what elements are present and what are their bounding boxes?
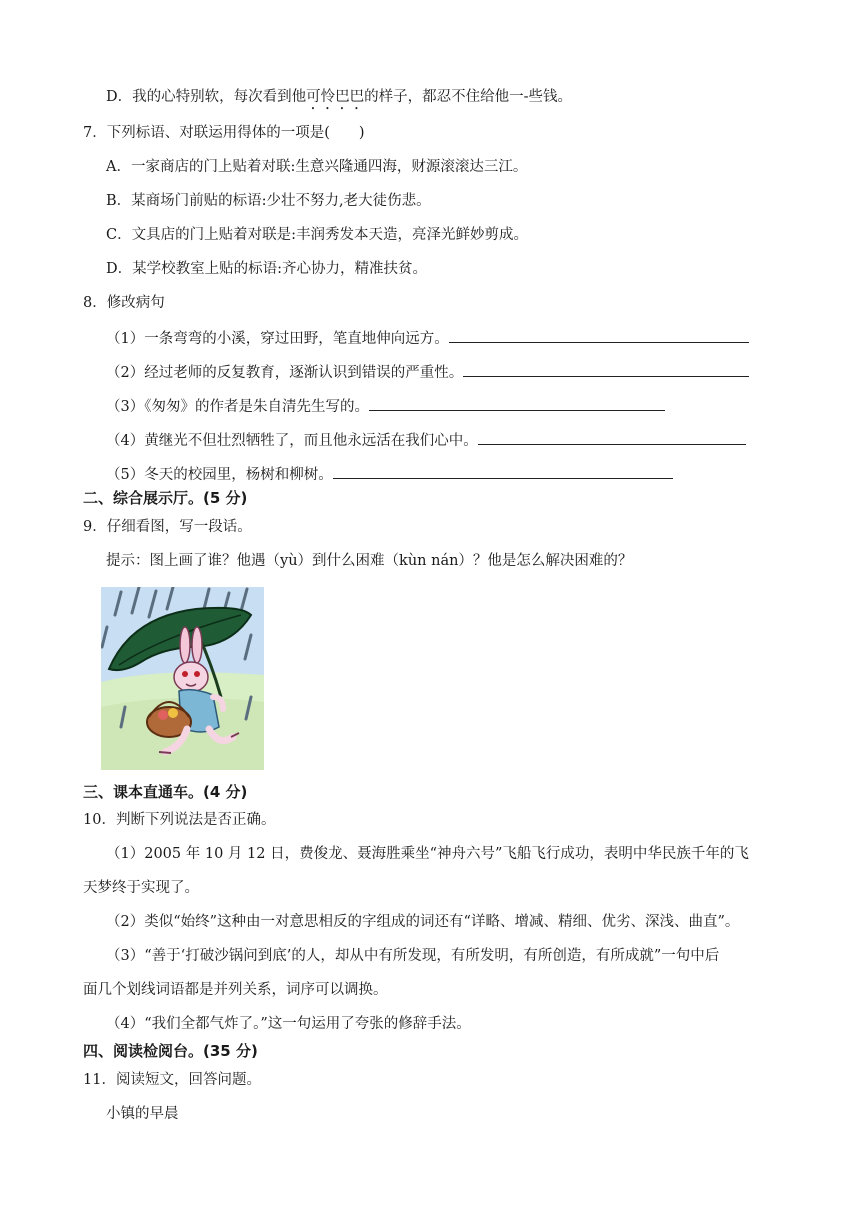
q6-option-d-suffix: 的样子，都忍不住给他一-些钱。: [364, 89, 573, 105]
q8-item-5-text: （5）冬天的校园里，杨树和柳树。: [106, 467, 333, 483]
q10-item-2: （2）类似“始终”这种由一对意思相反的字组成的词还有“详略、增减、精细、优劣、深浅、曲直”。: [106, 914, 740, 930]
q8-stem: 8．修改病句: [83, 295, 165, 311]
q8-item-3-text: （3）《匆匆》的作者是朱自清先生写的。: [106, 399, 369, 415]
q10-item-1-line-2: 天梦终于实现了。: [83, 880, 199, 896]
answer-blank[interactable]: [369, 395, 665, 411]
section-2-heading: 二、综合展示厅。(5 分): [83, 489, 248, 507]
q10-item-3-line-1: （3）“善于‘打破沙锅问到底’的人，却从中有所发现，有所发明，有所创造，有所成就”一句中后: [106, 948, 720, 964]
answer-blank[interactable]: [463, 361, 749, 377]
q7-option-d: D．某学校教室上贴的标语:齐心协力，精准扶贫。: [106, 261, 428, 277]
q10-item-1-line-1: （1）2005 年 10 月 12 日，费俊龙、聂海胜乘坐“神舟六号”飞船飞行成功，表明中华民族千年的飞: [106, 846, 749, 862]
q10-stem: 10．判断下列说法是否正确。: [83, 812, 276, 828]
q11-stem: 11．阅读短文，回答问题。: [83, 1072, 261, 1088]
q7-stem: 7．下列标语、对联运用得体的一项是( ): [83, 125, 365, 141]
q9-hint: 提示：图上画了谁？他遇（yù）到什么困难（kùn nán）？他是怎么解决困难的？: [106, 553, 633, 569]
q8-item-2: [106, 361, 749, 383]
q6-option-d: [106, 87, 572, 113]
q8-item-1-text: （1）一条弯弯的小溪，穿过田野，笔直地伸向远方。: [106, 331, 449, 347]
q11-passage-title: 小镇的早晨: [106, 1106, 179, 1122]
answer-blank[interactable]: [449, 327, 749, 343]
q7-option-a: A．一家商店的门上贴着对联:生意兴隆通四海，财源滚滚达三江。: [106, 159, 528, 175]
answer-blank[interactable]: [478, 429, 746, 445]
answer-blank[interactable]: [333, 463, 673, 479]
q10-item-3-line-2: 面几个划线词语都是并列关系，词序可以调换。: [83, 982, 388, 998]
rabbit-umbrella-illustration: [101, 587, 264, 770]
q6-option-d-prefix: D．我的心特别软，每次看到他: [106, 89, 307, 105]
q9-stem: 9．仔细看图，写一段话。: [83, 519, 252, 535]
q7-option-c: C．文具店的门上贴着对联是:丰润秀发本天造，亮泽光鲜妙剪成。: [106, 227, 528, 243]
q8-item-2-text: （2）经过老师的反复教育，逐渐认识到错误的严重性。: [106, 365, 464, 381]
q8-item-3: [106, 395, 665, 417]
q8-item-4: [106, 429, 746, 451]
q8-item-4-text: （4）黄继光不但壮烈牺牲了，而且他永远活在我们心中。: [106, 433, 478, 449]
q6-option-d-dotted-word: 可怜巴巴: [306, 89, 365, 105]
q10-item-4: （4）“我们全都气炸了。”这一句运用了夸张的修辞手法。: [106, 1016, 471, 1032]
q8-item-5: [106, 463, 673, 485]
section-3-heading: 三、课本直通车。(4 分): [83, 783, 248, 801]
section-4-heading: 四、阅读检阅台。(35 分): [83, 1042, 258, 1060]
q8-item-1: [106, 327, 749, 349]
q7-option-b: B．某商场门前贴的标语:少壮不努力,老大徒伤悲。: [106, 193, 431, 209]
